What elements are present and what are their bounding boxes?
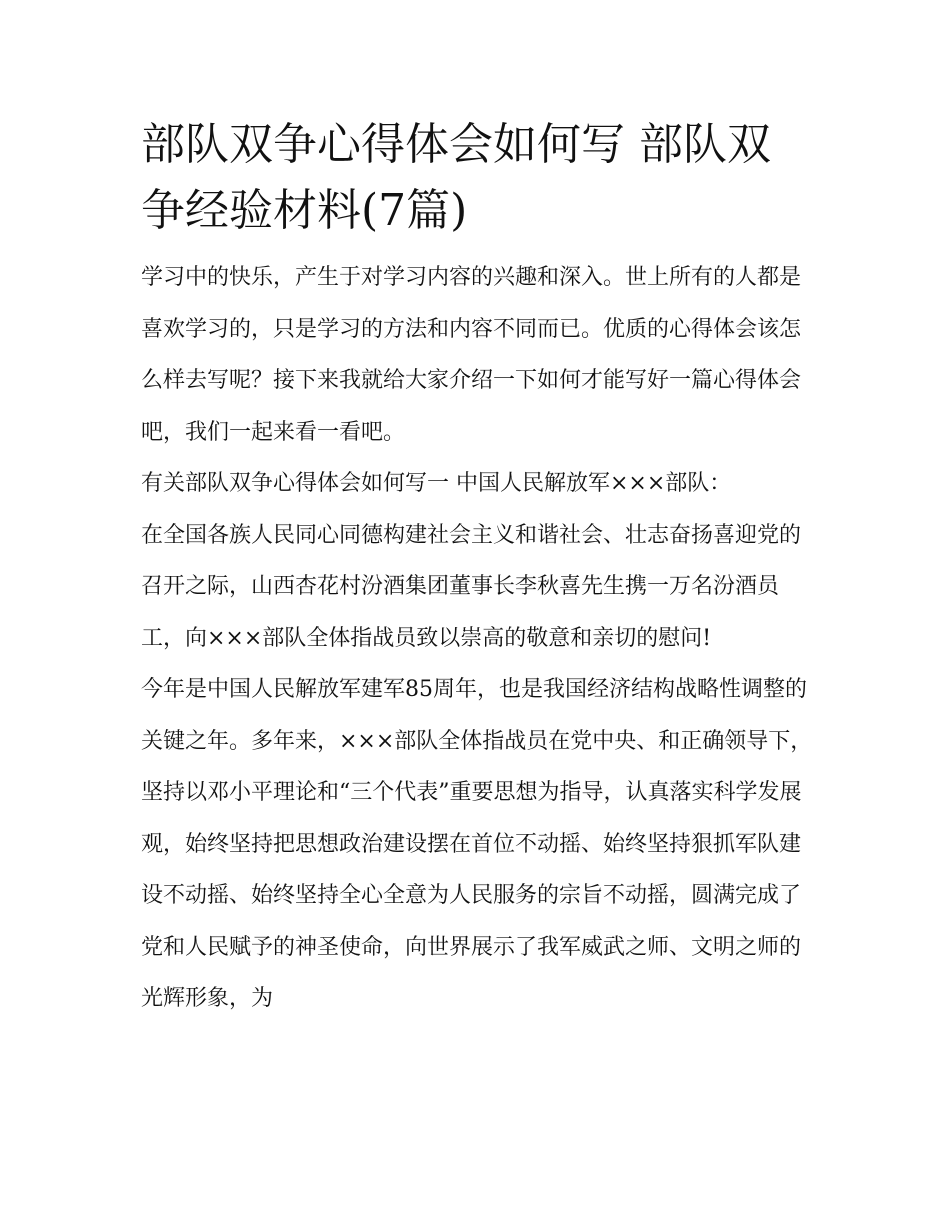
document-body — [141, 112, 813, 1025]
paragraph-anniversary: 今年是中国人民解放军建军85周年，也是我国经济结构战略性调整的关键之年。多年来，×××部队全体指战员在党中央、和正确领导下，坚持以邓小平理论和“三个代表”重要思想为指导，认真落实科学发展观，始终坚持把思想政治建设摆在首位不动摇、始终坚持狠抓军队建设不动摇、始终坚持全心全意为人民服务的宗旨不动摇，圆满完成了党和人民赋予的神圣使命，向世界展示了我军威武之师、文明之师的光辉形象，为 — [141, 677, 813, 1011]
paragraph-section-heading: 有关部队双争心得体会如何写一 中国人民解放军×××部队： — [141, 471, 732, 496]
paragraph-intro: 学习中的快乐，产生于对学习内容的兴趣和深入。世上所有的人都是喜欢学习的，只是学习的方法和内容不同而已。优质的心得体会该怎么样去写呢？接下来我就给大家介绍一下如何才能写好一篇心得体会吧，我们一起来看一看吧。 — [141, 265, 802, 445]
paragraph-greeting: 在全国各族人民同心同德构建社会主义和谐社会、壮志奋扬喜迎党的召开之际，山西杏花村汾酒集团董事长李秋喜先生携一万名汾酒员工，向×××部队全体指战员致以崇高的敬意和亲切的慰问! — [141, 522, 802, 651]
document-title: 部队双争心得体会如何写 部队双争经验材料(7篇) — [141, 119, 771, 236]
